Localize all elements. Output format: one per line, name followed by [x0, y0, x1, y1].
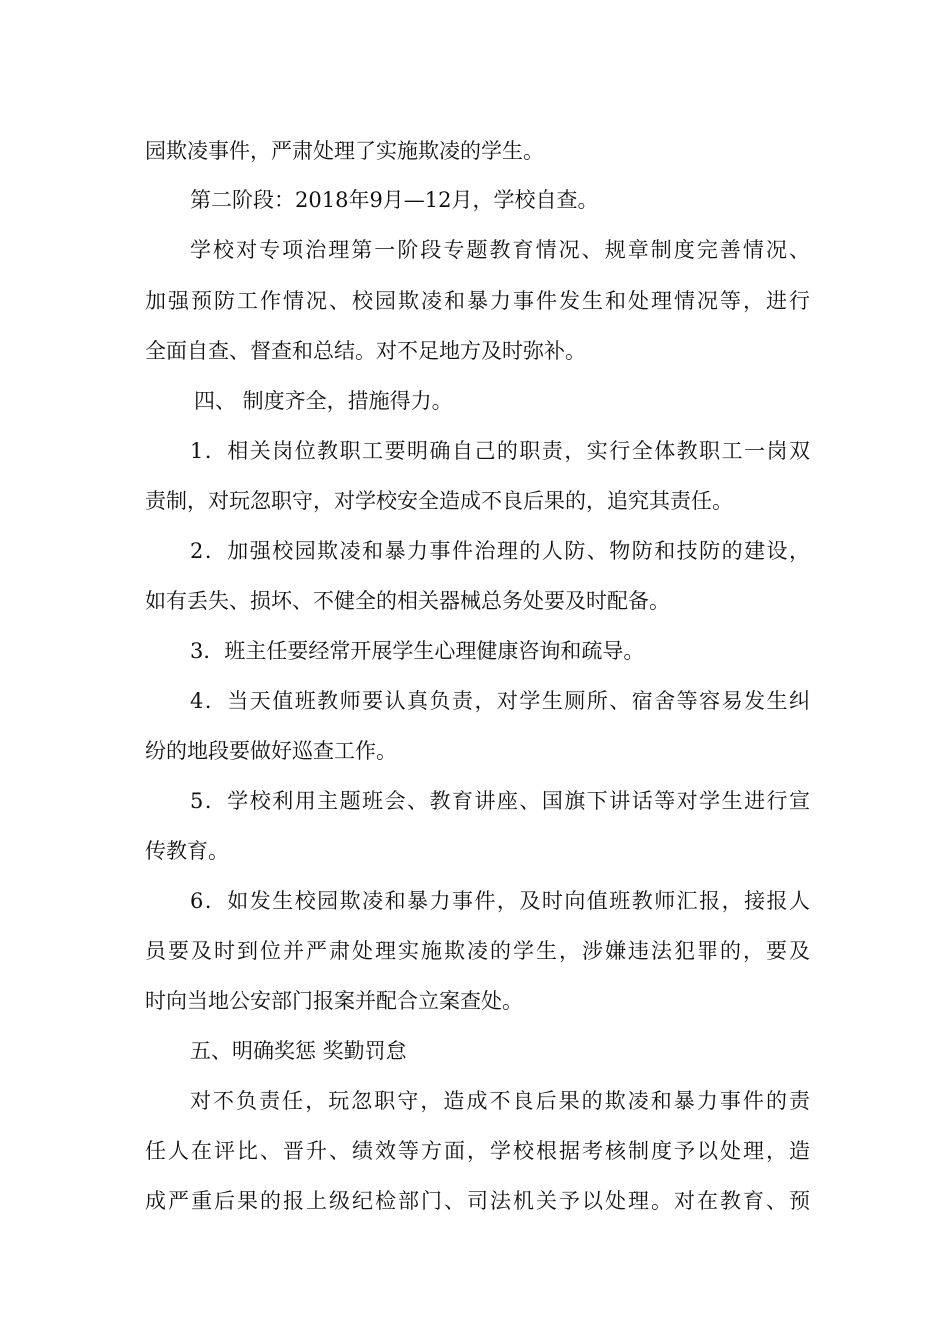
text-line: 园欺凌事件，严肃处理了实施欺凌的学生。 [145, 139, 544, 163]
text-line: 责制，对玩忽职守，对学校安全造成不良后果的，追究其责任。 [145, 489, 733, 513]
text-line: 员要及时到位并严肃处理实施欺凌的学生，涉嫌违法犯罪的，要及 [145, 939, 810, 963]
text-line: 学校对专项治理第一阶段专题教育情况、规章制度完善情况、 [190, 238, 810, 262]
section-heading: 五、明确奖惩 奖勤罚怠 [190, 1039, 407, 1063]
section-heading: 四、 制度齐全，措施得力。 [194, 389, 453, 413]
text-line: 6．如发生校园欺凌和暴力事件，及时向值班教师汇报，接报人 [190, 889, 810, 913]
text-line: 4．当天值班教师要认真负责，对学生厕所、宿舍等容易发生纠 [190, 689, 810, 713]
text-line: 第二阶段：2018年9月—12月，学校自查。 [190, 188, 599, 212]
text-line: 5．学校利用主题班会、教育讲座、国旗下讲话等对学生进行宣 [190, 789, 810, 813]
text-line: 纷的地段要做好巡查工作。 [145, 739, 397, 763]
text-line: 加强预防工作情况、校园欺凌和暴力事件发生和处理情况等，进行 [145, 289, 810, 313]
text-line: 如有丢失、损坏、不健全的相关器械总务处要及时配备。 [145, 589, 670, 613]
text-line: 对不负责任，玩忽职守，造成不良后果的欺凌和暴力事件的责 [190, 1089, 810, 1113]
text-line: 时向当地公安部门报案并配合立案查处。 [145, 989, 523, 1013]
text-line: 成严重后果的报上级纪检部门、司法机关予以处理。对在教育、预 [145, 1189, 810, 1213]
text-line: 任人在评比、晋升、绩效等方面，学校根据考核制度予以处理，造 [145, 1139, 810, 1163]
text-line: 1．相关岗位教职工要明确自己的职责，实行全体教职工一岗双 [190, 439, 810, 463]
text-line: 传教育。 [145, 839, 229, 863]
text-line: 全面自查、督查和总结。对不足地方及时弥补。 [145, 339, 586, 363]
text-line: 3．班主任要经常开展学生心理健康咨询和疏导。 [190, 639, 645, 663]
text-line: 2．加强校园欺凌和暴力事件治理的人防、物防和技防的建设， [190, 539, 810, 563]
